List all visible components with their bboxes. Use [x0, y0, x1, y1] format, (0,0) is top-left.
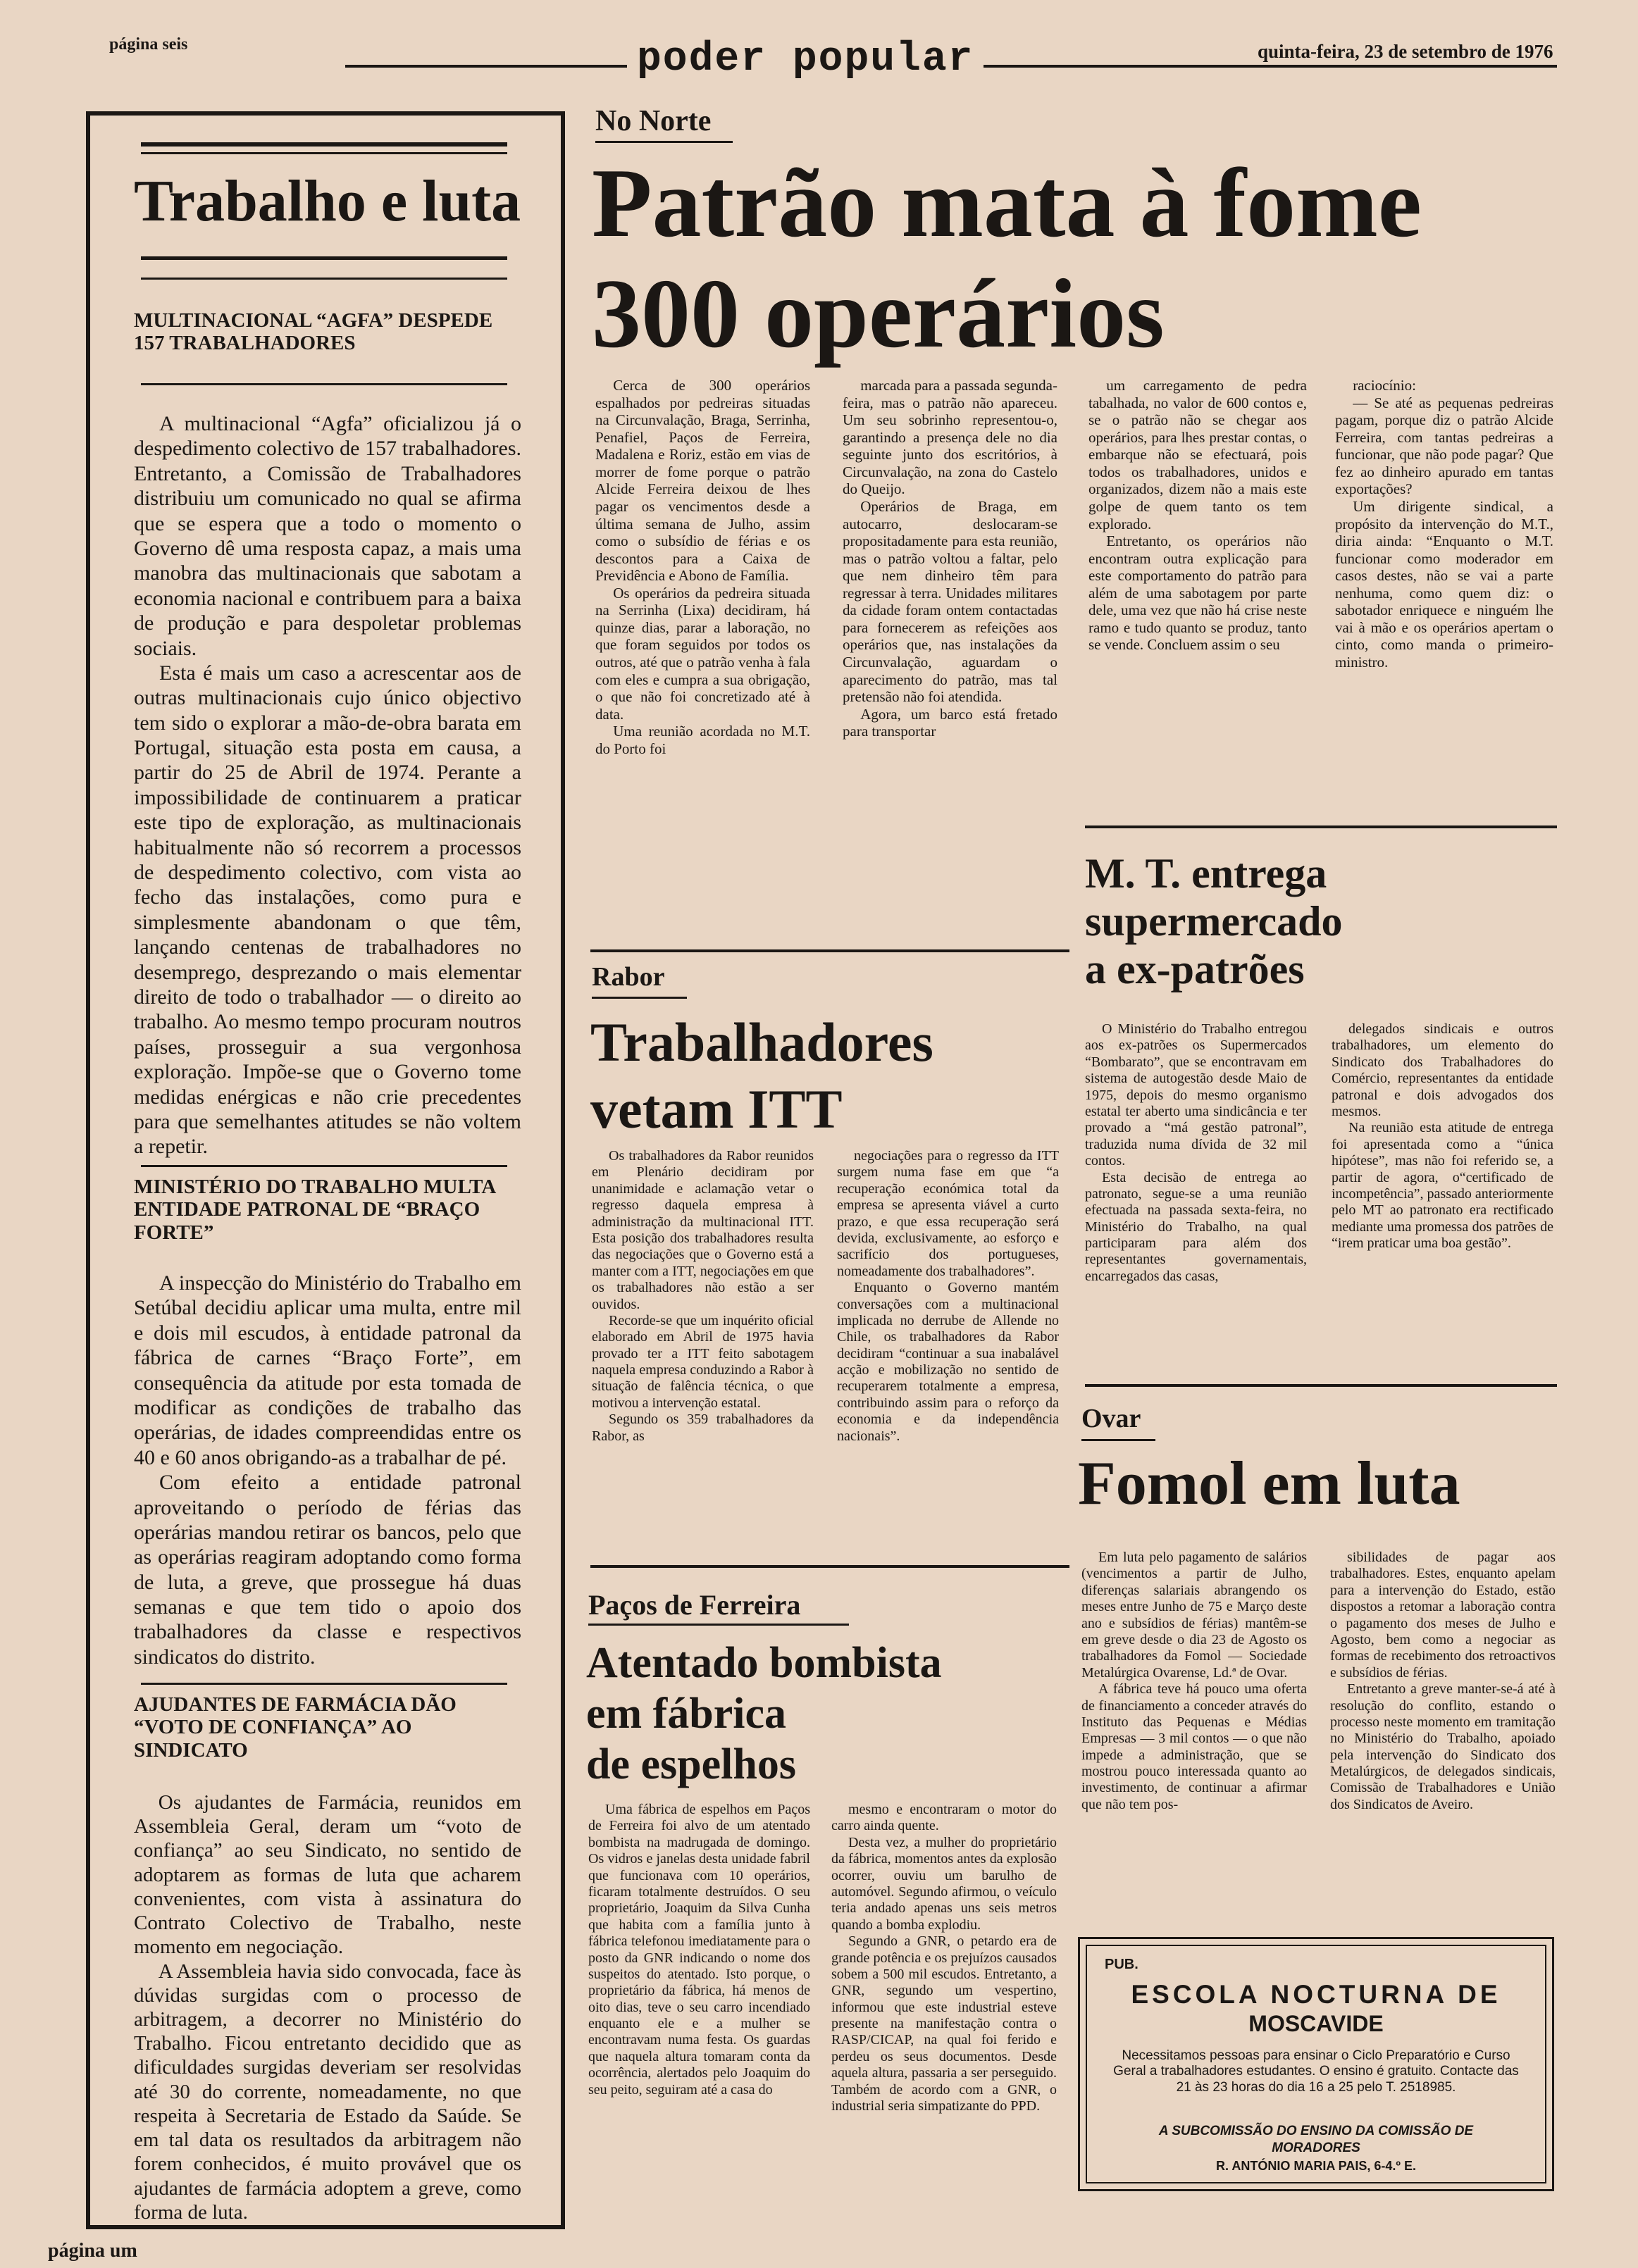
ad-box: [1078, 1937, 1554, 2191]
masthead: poder popular: [627, 37, 984, 82]
mt-headline-2: supermercado: [1085, 898, 1343, 945]
agfa-heading: MULTINACIONAL “AGFA” DESPEDE 157 TRABALHADORES: [134, 309, 493, 355]
rabor-col-2: negociações para o regresso da ITT surgem numa fase em que “a recuperação económica total da empresa se apresenta viável a curto prazo, e que essa recuperação será devida, exclusivamente, ao esforço e sacrifício dos portugueses, nomeadamente dos trabalhadores”. Enquanto o Governo mantém conversações com a multinacional implicada no derrube de Allende no Chile, os trabalhadores da Rabor decidiram “continuar a sua inabalável acção e mobilização no sentido de recuperarem totalmente a empresa, contribuindo assim para o reforço da economia e da independência nacionais”.: [837, 1148, 1059, 1444]
ad-label: PUB.: [1105, 1957, 1138, 1972]
ad-title-2: MOSCAVIDE: [1248, 2011, 1384, 2036]
pacos-col-1: Uma fábrica de espelhos em Paços de Ferreira foi alvo de um atentado bombista na madrugada de domingo. Os vidros e janelas desta unidade fabril que funcionava com 10 operários, ficaram totalmente destruídos. O seu proprietário, Joaquim da Silva Cunha que habita com a família junto à fábrica telefonou imediatamente para o posto da GNR indicando o nome dos suspeitos do atentado. Isto porque, o proprietário da fábrica, há menos de oito dias, teve o seu carro incendiado enquanto ele e a mulher se encontravam numa festa. Os guardas que naquela altura tomaram conta da ocorrência, alertados pelo Joaquim do seu peito, seguiram até a casa do: [588, 1802, 810, 2098]
main-col-3: um carregamento de pedra tabalhada, no valor de 600 contos e, se o patrão não se chegar aos operários, para lhes prestar contas, o embarque não se efectuará, pois todos os trabalhadores, unidos e organizados, dizem não a mais este golpe de quem tanto os tem explorado. Entretanto, os operários não encontram outra explicação para este comportamento do patrão para além de uma sabotagem por parte dele, uma vez que não há crise neste ramo e tudo quanto se produz, tanto se vende. Concluem assim o seu: [1088, 377, 1307, 654]
main-headline-2: 300 operários: [592, 259, 1165, 368]
left-column-box: [86, 111, 565, 2229]
rabor-headline-2: vetam ITT: [590, 1078, 843, 1140]
mt-headline-3: a ex-patrões: [1085, 946, 1305, 992]
section-title: Trabalho e luta: [134, 168, 521, 234]
pacos-headline-2: em fábrica: [586, 1690, 787, 1738]
farmacia-heading: AJUDANTES DE FARMÁCIA DÃO “VOTO DE CONFIANÇA” AO SINDICATO: [134, 1693, 457, 1762]
agfa-body: A multinacional “Agfa” oficializou já o despedimento colectivo de 157 trabalhadores. Entretanto, a Comissão de Trabalhadores distribuiu um comunicado no qual se afirma que se espera que a todo o momento o Governo dê uma resposta capaz, a mais uma manobra das multinacionais que sabotam a economia nacional e contribuem para a baixa de produção e para despoletar problemas sociais. Esta é mais um caso a acrescentar aos de outras multinacionais cujo único objectivo tem sido o explorar a mão-de-obra barata em Portugal, situação esta posta em causa, a partir do 25 de Abril de 1974. Perante a impossibilidade de continuarem a praticar este tipo de exploração, as multinacionais habitualmente não só recorrem a processos de despedimento colectivo, com vista ao fecho das instalações, como pura e simplesmente abandonam o que têm, lançando centenas de trabalhadores no desemprego, desprezando o mais elementar direito de todo o trabalhador — o direito ao trabalho. Ao mesmo tempo procuram noutros países, prosseguir a sua vergonhosa exploração. Impõe-se que o Governo tome medidas enérgicas e não crie precedentes para que semelhantes atitudes se não voltem a repetir.: [134, 412, 521, 1159]
pacos-col-2: mesmo e encontraram o motor do carro ainda quente. Desta vez, a mulher do proprietário da fábrica, momentos antes da explosão ocorrer, ouviu um barulho de automóvel. Segundo afirmou, o veículo teria andado apenas uns seis metros quando a bomba explodiu. Segundo a GNR, o petardo era de grande potência e os prejuízos causados sobem a 500 mil escudos. Entretanto, a GNR, segundo um vespertino, informou que este industrial esteve presente na manifestação contra o RASP/CICAP, na qual foi ferido e perdeu os seus documentos. Desde aquela altura, passaria a ser perseguido. Também de acordo com a GNR, o industrial seria simpatizante do PPD.: [831, 1802, 1057, 2114]
page-label-bottom: página um: [48, 2240, 137, 2262]
rabor-headline-1: Trabalhadores: [590, 1011, 933, 1073]
rabor-kicker: Rabor: [592, 962, 665, 992]
main-headline-1: Patrão mata à fome: [592, 149, 1422, 258]
ad-body: Necessitamos pessoas para ensinar o Ciclo Preparatório e Curso Geral a trabalhadores estudantes. O ensino é gratuito. Contacte das 21 às 23 horas do dia 16 a 25 pelo T. 2518985.: [1113, 2048, 1519, 2095]
ovar-headline: Fomol em luta: [1078, 1450, 1460, 1518]
mt-col-2: delegados sindicais e outros trabalhadores, um elemento do Sindicato dos Trabalhadores do Comércio, representantes da entidade patronal e dois advogados dos mesmos. Na reunião esta atitude de entrega foi apresentada como a “única hipótese”, mas não foi referido se, a partir de agora, o“certificado de incompetência”, passado anteriormente pelo MT ao patronato era rectificado mediante uma promessa dos patrões de “irem praticar uma boa gestão”.: [1332, 1021, 1553, 1252]
pacos-headline-3: de espelhos: [586, 1740, 796, 1788]
pacos-kicker: Paços de Ferreira: [588, 1589, 801, 1621]
mt-col-1: O Ministério do Trabalho entregou aos ex-patrões os Supermercados “Bombarato”, que se encontravam em sistema de autogestão desde Maio de 1975, depois do mesmo organismo estatal ter aberto uma sindicância e ter provado a “má gestão patronal”, traduzida numa dívida de 32 mil contos. Esta decisão de entrega ao patronato, segue-se a uma reunião efectuada na passada sexta-feira, no Ministério do Trabalho, na qual participaram para além dos representantes governamentais, encarregados das casas,: [1085, 1021, 1307, 1284]
mt-headline-1: M. T. entrega: [1085, 850, 1327, 897]
farmacia-body: Os ajudantes de Farmácia, reunidos em Assembleia Geral, deram um “voto de confiança” ao seu Sindicato, no sentido de adoptarem as formas de luta que acharem convenientes, com vista à assinatura do Contrato Colectivo de Trabalho, neste momento em negociação. A Assembleia havia sido convocada, face às dúvidas surgidas com o processo de arbitragem, a decorrer no Ministério do Trabalho. Ficou entretanto decidido que as dificuldades surgidas deveriam ser resolvidas até 30 do corrente, nomeadamente, no que respeita à Secretaria de Estado da Saúde. Se em tal data os resultados da arbitragem não forem conhecidos, é muito provável que os ajudantes de farmácia adoptem a greve, como forma de luta.: [134, 1791, 521, 2224]
page-label-top: página seis: [109, 35, 188, 54]
braco-forte-body: A inspecção do Ministério do Trabalho em Setúbal decidiu aplicar uma multa, entre mil e dois mil escudos, à entidade patronal da fábrica de carnes “Braço Forte”, em consequência da atitude por esta tomada de modificar as condições de trabalho das operárias, de idades compreendidas entre os 40 e 60 anos obrigando-as a trabalhar de pé. Com efeito a entidade patronal aproveitando o período de férias das operárias mandou retirar os bancos, pelo que as operárias reagiram adoptando como forma de luta, a greve, que prossegue há duas semanas e que tem tido o apoio dos trabalhadores da classe e respectivos sindicatos do distrito.: [134, 1271, 521, 1669]
main-col-2: marcada para a passada segunda-feira, mas o patrão não apareceu. Um seu sobrinho representou-o, garantindo a presença dele no dia seguinte junto dos escritórios, à Circunvalação, na zona do Castelo do Queijo. Operários de Braga, em autocarro, deslocaram-se propositadamente para esta reunião, mas o patrão voltou a faltar, pelo que nem dinheiro têm para regressar à terra. Unidades militares da cidade foram ontem contactadas para fornecerem as refeições aos operários que, nas instalações da Circunvalação, aguardam o aparecimento do patrão, mas tal pretensão não foi atendida. Agora, um barco está fretado para transportar: [843, 377, 1057, 740]
ovar-col-2: sibilidades de pagar aos trabalhadores. Estes, enquanto apelam para a intervenção do Estado, estão dispostos a retomar a laboração contra o pagamento dos meses de Julho e Agosto, bem como a negociar as formas de recebimento dos retroactivos e subsídios de férias. Entretanto a greve manter-se-á até à resolução do conflito, estando o processo neste momento em tramitação no Ministério do Trabalho, apoiado pela intervenção do Sindicato dos Metalúrgicos, de delegados sindicais, Comissão de Trabalhadores e União dos Sindicatos de Aveiro.: [1330, 1550, 1556, 1812]
braco-forte-heading: MINISTÉRIO DO TRABALHO MULTA ENTIDADE PATRONAL DE “BRAÇO FORTE”: [134, 1176, 495, 1244]
main-col-1: Cerca de 300 operários espalhados por pedreiras situadas na Circunvalação, Braga, Serrinha, Penafiel, Paços de Ferreira, Madalena e Roriz, estão em vias de morrer de fome porque o patrão Alcide Ferreira deixou de lhes pagar os vencimentos desde a última semana de Julho, assim como o subsídio de férias e os descontos para a Caixa de Previdência e Abono de Família. Os operários da pedreira situada na Serrinha (Lixa) decidiram, há quinze dias, parar a laboração, no que foram seguidos por todos os outros, até que o patrão venha à fala com eles e cumpra a sua obrigação, o que não foi concretizado até à data. Uma reunião acordada no M.T. do Porto foi: [595, 377, 810, 757]
ad-title-1: ESCOLA NOCTURNA DE: [1131, 1980, 1501, 2009]
rabor-col-1: Os trabalhadores da Rabor reunidos em Plenário decidiram por unanimidade e aclamação vetar o regresso daquela empresa à administração da multinacional ITT. Esta posição dos trabalhadores resulta das negociações que o Governo está a manter com a ITT, negociações em que os trabalhadores não estão a ser ouvidos. Recorde-se que um inquérito oficial elaborado em Abril de 1975 havia provado ter a ITT feito sabotagem naquela empresa conduzindo a Rabor à situação de falência técnica, o que motivou a intervenção estatal. Segundo os 359 trabalhadores da Rabor, as: [592, 1148, 814, 1444]
main-col-4: raciocínio: — Se até as pequenas pedreiras pagam, porque diz o patrão Alcide Ferreira, com tantas pedreiras a funcionar, que não pode pagar? Que fez ao dinheiro apurado em tantas exportações? Um dirigente sindical, a propósito da intervenção do M.T., diria ainda: “Enquanto o M.T. funcionar como moderador em casos destes, não se vai a parte nenhuma, como quem diz: o sabotador enriquece e ninguém lhe vai à mão e os operários apertam o cinto, como manda o primeiro-ministro.: [1335, 377, 1553, 671]
pacos-headline-1: Atentado bombista: [586, 1639, 942, 1687]
ad-org-1: A SUBCOMISSÃO DO ENSINO DA COMISSÃO DE: [1158, 2124, 1474, 2138]
ad-address: R. ANTÓNIO MARIA PAIS, 6-4.º E.: [1216, 2159, 1416, 2173]
main-kicker: No Norte: [595, 105, 712, 137]
issue-date: quinta-feira, 23 de setembro de 1976: [1251, 41, 1553, 63]
ad-org-2: MORADORES: [1272, 2141, 1360, 2155]
ovar-col-1: Em luta pelo pagamento de salários (vencimentos a partir de Julho, diferenças salariais abrangendo os meses entre Junho de 75 e Março deste ano e subsídios de férias) mantêm-se em greve desde o dia 23 de Agosto os trabalhadores da Fomol — Sociedade Metalúrgica Ovarense, Ld.ª de Ovar. A fábrica teve há pouco uma oferta de financiamento a conceder através do Instituto das Pequenas e Médias Empresas — 3 mil contos — o que não impede a administração, que se mostrou pouco interessada quanto ao investimento, de continuar a afirmar que não tem pos-: [1081, 1550, 1307, 1812]
ovar-kicker: Ovar: [1081, 1404, 1141, 1433]
